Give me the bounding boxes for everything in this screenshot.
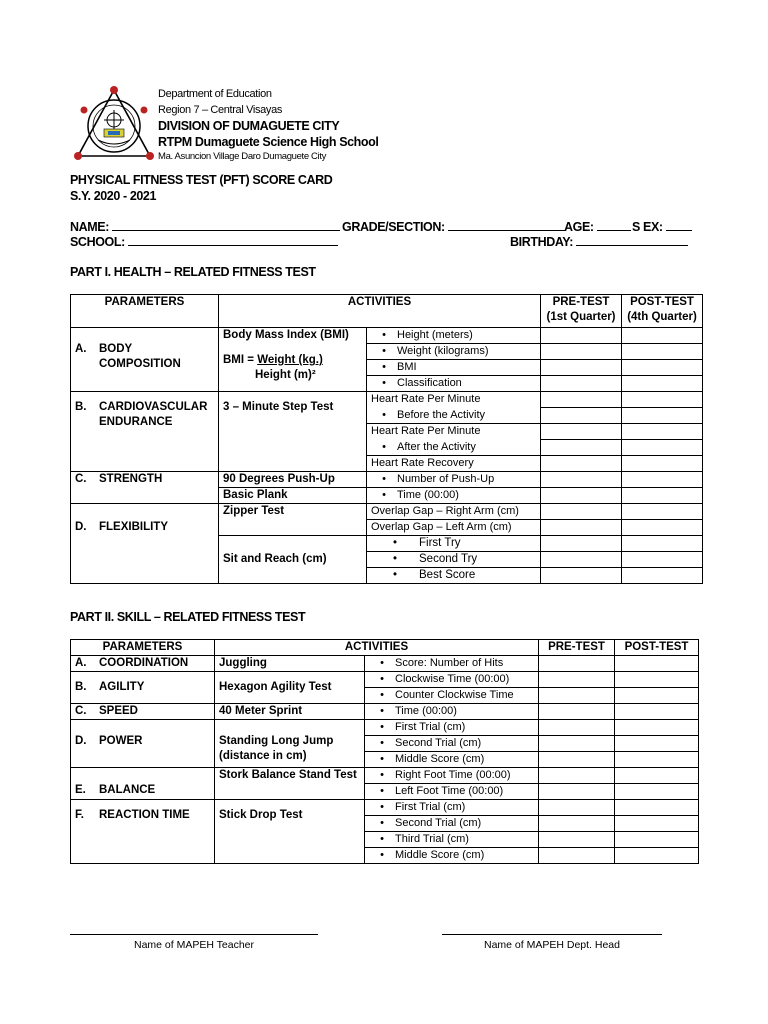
table-row bbox=[71, 472, 703, 488]
param-label: REACTION TIME bbox=[99, 809, 190, 821]
table-header-row bbox=[71, 640, 699, 656]
post-test-cell[interactable] bbox=[615, 704, 699, 720]
list-item: Heart Rate Per Minute bbox=[367, 424, 541, 440]
post-test-cell[interactable] bbox=[622, 424, 703, 440]
list-item: • Counter Clockwise Time bbox=[365, 688, 539, 704]
signature-line bbox=[70, 934, 318, 935]
list-item: • Second Trial (cm) bbox=[365, 736, 539, 752]
item-label: First Trial (cm) bbox=[395, 721, 466, 733]
post-test-cell[interactable] bbox=[622, 536, 703, 552]
pre-test-cell[interactable] bbox=[541, 408, 622, 424]
teacher-signature[interactable] bbox=[70, 934, 318, 951]
pre-test-cell[interactable] bbox=[539, 832, 615, 848]
skill-fitness-table bbox=[70, 639, 699, 864]
list-item: • First Trial (cm) bbox=[365, 720, 539, 736]
dept-head-signature[interactable] bbox=[442, 934, 662, 951]
header-activities: ACTIVITIES bbox=[215, 640, 539, 656]
age-label: AGE: bbox=[564, 220, 594, 234]
list-item: • Right Foot Time (00:00) bbox=[365, 768, 539, 784]
activity-standing-long-jump bbox=[215, 720, 365, 768]
activity-hexagon-agility: Hexagon Agility Test bbox=[215, 672, 365, 704]
table-row bbox=[71, 720, 699, 736]
pre-test-cell[interactable] bbox=[541, 536, 622, 552]
document-title bbox=[70, 172, 332, 204]
activity-label: Standing Long Jump bbox=[219, 735, 334, 747]
pre-test-quarter: (1st Quarter) bbox=[546, 311, 616, 323]
pre-test-cell[interactable] bbox=[541, 440, 622, 456]
param-letter: A. bbox=[75, 343, 87, 355]
param-cardiovascular-endurance bbox=[71, 392, 219, 472]
pre-test-cell[interactable] bbox=[541, 344, 622, 360]
signature-line bbox=[442, 934, 662, 935]
param-balance bbox=[71, 768, 215, 800]
param-letter: E. bbox=[75, 784, 86, 796]
item-label: Third Trial (cm) bbox=[395, 833, 469, 845]
post-test-cell[interactable] bbox=[615, 752, 699, 768]
list-item: • Left Foot Time (00:00) bbox=[365, 784, 539, 800]
list-item: Heart Rate Recovery bbox=[367, 456, 541, 472]
item-label: Weight (kilograms) bbox=[397, 345, 489, 357]
student-info-row-2 bbox=[70, 234, 700, 250]
list-item: • Middle Score (cm) bbox=[365, 752, 539, 768]
post-test-cell[interactable] bbox=[622, 328, 703, 344]
list-item: Overlap Gap – Left Arm (cm) bbox=[367, 520, 541, 536]
post-test-cell[interactable] bbox=[615, 800, 699, 816]
item-label: Height (meters) bbox=[397, 329, 473, 341]
pre-test-cell[interactable] bbox=[541, 504, 622, 520]
pre-test-cell[interactable] bbox=[541, 456, 622, 472]
item-label: After the Activity bbox=[397, 440, 476, 453]
param-label: POWER bbox=[99, 735, 143, 747]
pre-test-cell[interactable] bbox=[539, 752, 615, 768]
pre-test-cell[interactable] bbox=[539, 784, 615, 800]
birthday-field[interactable] bbox=[510, 234, 688, 250]
param-letter: B. bbox=[75, 681, 87, 693]
activity-bmi bbox=[219, 328, 367, 392]
pre-test-cell[interactable] bbox=[539, 672, 615, 688]
param-letter: D. bbox=[75, 521, 87, 533]
param-speed bbox=[71, 704, 215, 720]
post-test-cell[interactable] bbox=[615, 720, 699, 736]
post-test-cell[interactable] bbox=[615, 816, 699, 832]
pre-test-cell[interactable] bbox=[541, 568, 622, 584]
param-strength bbox=[71, 472, 219, 504]
param-letter: F. bbox=[75, 809, 84, 821]
param-label: SPEED bbox=[99, 705, 138, 717]
item-label: First Try bbox=[419, 537, 461, 549]
pre-test-cell[interactable] bbox=[541, 328, 622, 344]
activity-40m-sprint: 40 Meter Sprint bbox=[215, 704, 365, 720]
param-flexibility bbox=[71, 504, 219, 584]
school-address: Ma. Asuncion Village Daro Dumaguete City bbox=[158, 151, 327, 162]
post-test-cell[interactable] bbox=[622, 568, 703, 584]
post-test-cell[interactable] bbox=[622, 408, 703, 424]
table-row bbox=[71, 328, 703, 344]
post-test-cell[interactable] bbox=[615, 768, 699, 784]
post-test-cell[interactable] bbox=[622, 440, 703, 456]
table-row bbox=[71, 504, 703, 520]
part-1-title: PART I. HEALTH – RELATED FITNESS TEST bbox=[70, 265, 316, 279]
pre-test-cell[interactable] bbox=[539, 768, 615, 784]
table-row bbox=[71, 768, 699, 784]
pre-test-cell[interactable] bbox=[539, 848, 615, 864]
list-item: • Score: Number of Hits bbox=[365, 656, 539, 672]
param-label-2: ENDURANCE bbox=[99, 416, 173, 428]
bmi-height: Height (m)² bbox=[255, 369, 316, 381]
param-body-composition bbox=[71, 328, 219, 392]
param-label: BODY bbox=[99, 343, 133, 355]
param-label: BALANCE bbox=[99, 784, 156, 796]
activity-stork-balance: Stork Balance Stand Test bbox=[215, 768, 365, 800]
pre-test-label: PRE-TEST bbox=[552, 296, 610, 308]
list-item: • After the Activity bbox=[367, 440, 541, 456]
item-label: Before the Activity bbox=[397, 408, 486, 421]
header-post-test bbox=[622, 295, 703, 328]
header-activities: ACTIVITIES bbox=[219, 295, 541, 328]
header-post-test: POST-TEST bbox=[615, 640, 699, 656]
activity-zipper-test: Zipper Test bbox=[219, 504, 367, 536]
post-test-cell[interactable] bbox=[615, 688, 699, 704]
post-test-cell[interactable] bbox=[622, 360, 703, 376]
param-coordination bbox=[71, 656, 215, 672]
list-item: • Classification bbox=[367, 376, 541, 392]
list-item: Overlap Gap – Right Arm (cm) bbox=[367, 504, 541, 520]
param-letter: C. bbox=[75, 473, 87, 485]
activity-sit-and-reach: Sit and Reach (cm) bbox=[219, 536, 367, 584]
item-label: First Trial (cm) bbox=[395, 801, 466, 813]
list-item: Heart Rate Per Minute bbox=[367, 392, 541, 408]
pre-test-cell[interactable] bbox=[541, 520, 622, 536]
list-item: • First Trial (cm) bbox=[365, 800, 539, 816]
post-test-cell[interactable] bbox=[615, 656, 699, 672]
item-label: Counter Clockwise Time bbox=[395, 689, 514, 701]
item-label: Time (00:00) bbox=[395, 705, 457, 717]
grade-section-label: GRADE/SECTION: bbox=[342, 220, 445, 234]
school-field[interactable] bbox=[70, 234, 338, 250]
dept-name: Department of Education bbox=[158, 88, 272, 100]
bmi-eq: BMI = bbox=[223, 354, 258, 366]
pre-test-cell[interactable] bbox=[539, 688, 615, 704]
student-info-row-1 bbox=[70, 219, 700, 235]
list-item: • Weight (kilograms) bbox=[367, 344, 541, 360]
param-letter: B. bbox=[75, 401, 87, 413]
post-test-quarter: (4th Quarter) bbox=[627, 311, 697, 323]
school-seal-logo bbox=[72, 82, 156, 164]
school-name: RTPM Dumaguete Science High School bbox=[158, 135, 379, 149]
pre-test-cell[interactable] bbox=[539, 736, 615, 752]
letterhead-text bbox=[158, 86, 478, 163]
activity-step-test: 3 – Minute Step Test bbox=[219, 392, 367, 472]
school-year: S.Y. 2020 - 2021 bbox=[70, 189, 157, 203]
item-label: Clockwise Time (00:00) bbox=[395, 673, 510, 685]
list-item: • Height (meters) bbox=[367, 328, 541, 344]
bmi-label: Body Mass Index (BMI) bbox=[223, 329, 349, 341]
post-test-cell[interactable] bbox=[615, 672, 699, 688]
list-item: • Before the Activity bbox=[367, 408, 541, 424]
post-test-cell[interactable] bbox=[615, 736, 699, 752]
list-item: • Second Trial (cm) bbox=[365, 816, 539, 832]
pre-test-cell[interactable] bbox=[541, 552, 622, 568]
param-power bbox=[71, 720, 215, 768]
param-agility bbox=[71, 672, 215, 704]
bmi-weight: Weight (kg.) bbox=[257, 354, 323, 366]
birthday-label: BIRTHDAY: bbox=[510, 235, 574, 249]
table-row bbox=[71, 672, 699, 688]
param-label: STRENGTH bbox=[99, 473, 163, 485]
item-label: Time (00:00) bbox=[397, 489, 459, 501]
age-field[interactable] bbox=[564, 219, 631, 235]
post-test-cell[interactable] bbox=[622, 392, 703, 408]
pre-test-cell[interactable] bbox=[541, 488, 622, 504]
table-row bbox=[71, 800, 699, 816]
item-label: Score: Number of Hits bbox=[395, 657, 504, 669]
list-item: • Best Score bbox=[367, 568, 541, 584]
table-row bbox=[71, 704, 699, 720]
item-label: Left Foot Time (00:00) bbox=[395, 785, 504, 797]
pre-test-cell[interactable] bbox=[539, 720, 615, 736]
activity-push-up: 90 Degrees Push-Up bbox=[219, 472, 367, 488]
post-test-cell[interactable] bbox=[622, 504, 703, 520]
list-item: • First Try bbox=[367, 536, 541, 552]
health-fitness-table bbox=[70, 294, 703, 584]
name-field[interactable] bbox=[70, 219, 340, 235]
sex-label: S EX: bbox=[632, 220, 663, 234]
list-item: • Time (00:00) bbox=[367, 488, 541, 504]
item-label: Right Foot Time (00:00) bbox=[395, 769, 511, 781]
part-2-title: PART II. SKILL – RELATED FITNESS TEST bbox=[70, 610, 306, 624]
post-test-cell[interactable] bbox=[622, 520, 703, 536]
activity-sublabel: (distance in cm) bbox=[219, 750, 307, 762]
item-label: Classification bbox=[397, 377, 462, 389]
pre-test-cell[interactable] bbox=[539, 800, 615, 816]
list-item: • Number of Push-Up bbox=[367, 472, 541, 488]
dept-head-signature-label: Name of MAPEH Dept. Head bbox=[484, 939, 620, 951]
header-pre-test: PRE-TEST bbox=[539, 640, 615, 656]
pre-test-cell[interactable] bbox=[539, 816, 615, 832]
item-label: Second Try bbox=[419, 553, 478, 565]
item-label: Second Trial (cm) bbox=[395, 737, 482, 749]
param-reaction-time bbox=[71, 800, 215, 864]
param-label: COORDINATION bbox=[99, 657, 189, 669]
pre-test-cell[interactable] bbox=[541, 376, 622, 392]
post-test-cell[interactable] bbox=[615, 848, 699, 864]
post-test-cell[interactable] bbox=[622, 472, 703, 488]
item-label: Best Score bbox=[419, 569, 476, 581]
school-label: SCHOOL: bbox=[70, 235, 125, 249]
activity-stick-drop: Stick Drop Test bbox=[215, 800, 365, 864]
list-item: • Third Trial (cm) bbox=[365, 832, 539, 848]
param-letter: C. bbox=[75, 705, 87, 717]
list-item: • BMI bbox=[367, 360, 541, 376]
param-label: AGILITY bbox=[99, 681, 145, 693]
param-label: CARDIOVASCULAR bbox=[99, 401, 208, 413]
table-row bbox=[71, 392, 703, 408]
teacher-signature-label: Name of MAPEH Teacher bbox=[133, 939, 255, 951]
post-test-cell[interactable] bbox=[622, 456, 703, 472]
param-label-2: COMPOSITION bbox=[99, 358, 181, 370]
item-label: Middle Score (cm) bbox=[395, 849, 485, 861]
post-test-cell[interactable] bbox=[622, 344, 703, 360]
pre-test-cell[interactable] bbox=[541, 360, 622, 376]
region-name: Region 7 – Central Visayas bbox=[158, 104, 282, 116]
header-parameters: PARAMETERS bbox=[71, 295, 219, 328]
param-letter: D. bbox=[75, 735, 87, 747]
item-label: Number of Push-Up bbox=[397, 473, 495, 485]
header-parameters: PARAMETERS bbox=[71, 640, 215, 656]
pre-test-cell[interactable] bbox=[541, 392, 622, 408]
item-label: Middle Score (cm) bbox=[395, 753, 485, 765]
grade-section-field[interactable] bbox=[342, 219, 566, 235]
list-item: • Clockwise Time (00:00) bbox=[365, 672, 539, 688]
param-label: FLEXIBILITY bbox=[99, 521, 168, 533]
post-test-cell[interactable] bbox=[615, 832, 699, 848]
division-name: DIVISION OF DUMAGUETE CITY bbox=[158, 119, 340, 133]
title-main: PHYSICAL FITNESS TEST (PFT) SCORE CARD bbox=[70, 173, 333, 187]
post-test-cell[interactable] bbox=[622, 552, 703, 568]
activity-basic-plank: Basic Plank bbox=[219, 488, 367, 504]
list-item: • Time (00:00) bbox=[365, 704, 539, 720]
header-pre-test bbox=[541, 295, 622, 328]
post-test-cell[interactable] bbox=[622, 488, 703, 504]
pre-test-cell[interactable] bbox=[539, 656, 615, 672]
list-item: • Second Try bbox=[367, 552, 541, 568]
pre-test-cell[interactable] bbox=[541, 472, 622, 488]
post-test-label: POST-TEST bbox=[630, 296, 694, 308]
table-row bbox=[71, 656, 699, 672]
post-test-cell[interactable] bbox=[622, 376, 703, 392]
list-item: • Middle Score (cm) bbox=[365, 848, 539, 864]
post-test-cell[interactable] bbox=[615, 784, 699, 800]
table-header-row bbox=[71, 295, 703, 328]
name-label: NAME: bbox=[70, 220, 109, 234]
item-label: BMI bbox=[397, 361, 417, 373]
sex-field[interactable] bbox=[632, 219, 692, 235]
pre-test-cell[interactable] bbox=[539, 704, 615, 720]
param-letter: A. bbox=[75, 657, 87, 669]
activity-juggling: Juggling bbox=[215, 656, 365, 672]
pre-test-cell[interactable] bbox=[541, 424, 622, 440]
item-label: Second Trial (cm) bbox=[395, 817, 482, 829]
